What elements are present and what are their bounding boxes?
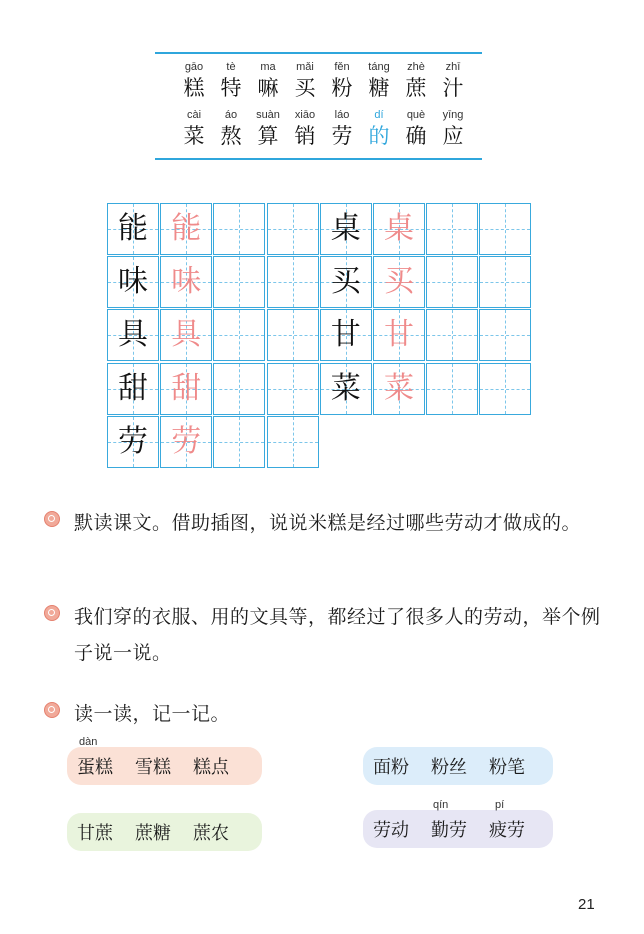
empty-grid-cell — [426, 203, 478, 255]
word: 粉丝 — [431, 757, 467, 778]
pinyin: ma — [260, 61, 276, 73]
vocab-char — [323, 60, 361, 102]
word-group-fen — [363, 747, 553, 785]
hanzi: 粉 — [331, 76, 353, 100]
trace-character: 甜 — [171, 370, 202, 406]
grid-cell-model — [107, 256, 159, 308]
hanzi: 劳 — [331, 124, 353, 148]
empty-grid-cell — [479, 363, 531, 415]
pinyin: dí — [374, 109, 384, 121]
question-bullet-icon — [44, 605, 60, 621]
trace-character: 甘 — [384, 317, 414, 353]
grid-cell-model — [320, 256, 372, 308]
model-character: 菜 — [330, 370, 361, 406]
word-pinyin: dàn — [79, 736, 98, 748]
trace-character: 具 — [171, 317, 202, 353]
trace-character: 味 — [171, 264, 202, 300]
empty-grid-cell — [267, 416, 319, 468]
word — [489, 799, 525, 842]
word — [77, 736, 113, 779]
vocab-char — [249, 60, 287, 102]
word-text: 疲劳 — [489, 820, 525, 841]
word-group-lao — [363, 799, 553, 848]
pinyin: fěn — [334, 61, 350, 73]
hanzi: 蔗 — [405, 76, 427, 100]
page-number: 21 — [578, 896, 595, 913]
empty-grid-cell — [267, 309, 319, 361]
hanzi: 熬 — [220, 124, 242, 148]
trace-character: 菜 — [384, 370, 414, 406]
hanzi: 的 — [368, 124, 390, 148]
word: 粉笔 — [489, 757, 525, 778]
model-character: 劳 — [118, 423, 148, 459]
writing-practice-grid — [107, 203, 533, 469]
empty-grid-cell — [213, 309, 265, 361]
model-character: 甘 — [330, 317, 361, 353]
pinyin: xiāo — [294, 109, 316, 121]
grid-cell-model — [107, 203, 159, 255]
model-character: 具 — [118, 317, 148, 353]
empty-grid-cell — [426, 309, 478, 361]
pinyin: gāo — [184, 61, 204, 73]
grid-cell-model — [320, 203, 372, 255]
trace-character: 能 — [171, 211, 202, 246]
question-bullet-icon — [44, 702, 60, 718]
vocab-char — [175, 108, 213, 150]
empty-grid-cell — [267, 256, 319, 308]
hanzi: 销 — [294, 124, 316, 148]
question-text: 默读课文。借助插图，说说米糕是经过哪些劳动才做成的。 — [74, 512, 582, 534]
question-2 — [44, 599, 614, 671]
hanzi: 糕 — [183, 76, 205, 100]
vocab-char — [323, 108, 361, 150]
pinyin: què — [406, 109, 426, 121]
grid-cell-trace — [160, 309, 212, 361]
word: 劳动 — [373, 820, 409, 841]
question-3 — [44, 696, 614, 732]
trace-character: 买 — [384, 264, 414, 300]
empty-grid-cell — [479, 256, 531, 308]
vocab-char — [286, 60, 324, 102]
grid-cell-trace — [160, 416, 212, 468]
grid-cell-trace — [160, 363, 212, 415]
question-bullet-icon — [44, 511, 60, 527]
new-words-box — [155, 52, 482, 160]
word — [431, 799, 467, 842]
new-words-row-1 — [175, 60, 475, 104]
word-pinyin: qín — [433, 799, 449, 811]
word-group-gao — [67, 736, 262, 785]
vocab-char — [212, 108, 250, 150]
word-text: 勤劳 — [431, 820, 467, 841]
pinyin: cài — [186, 109, 202, 121]
empty-grid-cell — [479, 309, 531, 361]
question-1 — [44, 505, 614, 541]
grid-cell-model — [107, 363, 159, 415]
word-text: 蛋糕 — [77, 757, 113, 778]
pinyin: suàn — [256, 109, 280, 121]
model-character: 能 — [118, 211, 148, 246]
grid-cell-trace — [373, 363, 425, 415]
model-character: 味 — [118, 264, 148, 300]
grid-cell-trace — [160, 256, 212, 308]
vocab-char — [434, 60, 472, 102]
vocab-char-highlighted — [360, 108, 398, 150]
hanzi: 算 — [257, 124, 279, 148]
empty-grid-cell — [479, 203, 531, 255]
pinyin: zhī — [445, 61, 461, 73]
hanzi: 特 — [220, 76, 242, 100]
model-character: 桌 — [330, 211, 361, 246]
hanzi: 糖 — [368, 76, 390, 100]
word: 蔗农 — [193, 823, 229, 844]
grid-cell-model — [320, 363, 372, 415]
vocab-char — [249, 108, 287, 150]
model-character: 买 — [330, 264, 361, 300]
vocab-char — [175, 60, 213, 102]
vocab-char — [286, 108, 324, 150]
model-character: 甜 — [118, 370, 148, 406]
grid-cell-trace — [373, 203, 425, 255]
empty-grid-cell — [267, 203, 319, 255]
empty-grid-cell — [213, 203, 265, 255]
hanzi: 应 — [442, 124, 464, 148]
word: 糕点 — [193, 757, 229, 778]
pinyin: áo — [224, 109, 238, 121]
grid-cell-model — [107, 416, 159, 468]
hanzi: 确 — [405, 124, 427, 148]
empty-grid-cell — [213, 416, 265, 468]
trace-character: 劳 — [171, 423, 202, 459]
grid-cell-model — [320, 309, 372, 361]
empty-grid-cell — [426, 363, 478, 415]
vocab-char — [434, 108, 472, 150]
trace-character: 桌 — [384, 211, 414, 246]
vocab-char — [397, 60, 435, 102]
word-pinyin: pí — [495, 799, 505, 811]
pinyin: yīng — [442, 109, 464, 121]
grid-cell-trace — [373, 256, 425, 308]
new-words-row-2 — [175, 108, 475, 152]
hanzi: 嘛 — [257, 76, 279, 100]
top-rule — [155, 52, 482, 54]
empty-grid-cell — [213, 363, 265, 415]
word-group-zhe — [67, 813, 262, 851]
hanzi: 买 — [294, 76, 316, 100]
empty-grid-cell — [213, 256, 265, 308]
vocab-char — [397, 108, 435, 150]
vocab-char — [360, 60, 398, 102]
grid-cell-trace — [160, 203, 212, 255]
vocab-char — [212, 60, 250, 102]
hanzi: 汁 — [442, 76, 464, 100]
word: 蔗糖 — [135, 823, 171, 844]
question-text: 我们穿的衣服、用的文具等，都经过了很多人的劳动，举个例子说一说。 — [74, 606, 601, 664]
pinyin: zhè — [407, 61, 425, 73]
word: 雪糕 — [135, 757, 171, 778]
pinyin: tè — [226, 61, 236, 73]
pinyin: táng — [368, 61, 390, 73]
empty-grid-cell — [426, 256, 478, 308]
bottom-rule — [155, 158, 482, 160]
pinyin: mǎi — [296, 61, 314, 73]
grid-cell-model — [107, 309, 159, 361]
pinyin: láo — [334, 109, 350, 121]
word: 面粉 — [373, 757, 409, 778]
grid-cell-trace — [373, 309, 425, 361]
empty-grid-cell — [267, 363, 319, 415]
word: 甘蔗 — [77, 823, 113, 844]
hanzi: 菜 — [183, 124, 205, 148]
question-text: 读一读，记一记。 — [74, 703, 231, 725]
